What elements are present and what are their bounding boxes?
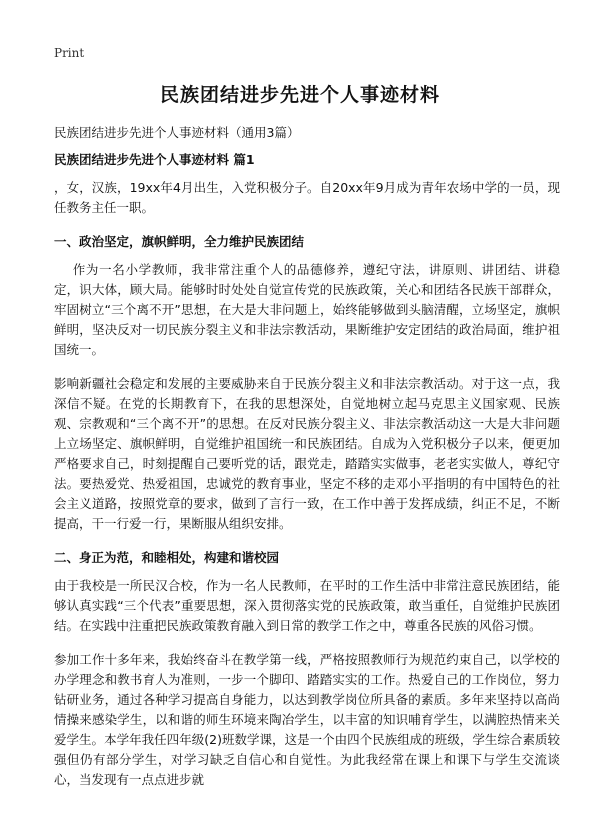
intro-paragraph: ，女，汉族，19xx年4月出生，入党积极分子。自20xx年9月成为青年农场中学的一员，现任教务主任一职。	[54, 180, 560, 215]
section-1-paragraph-2: 影响新疆社会稳定和发展的主要威胁来自于民族分裂主义和非法宗教活动。对于这一点，我深信不疑。在党的长期教育下，在我的思想深处，自觉地树立起马克思主义国家观、民族观、宗教观和“三个离不开”的思想。在反对民族分裂主义、非法宗教活动这一大是大非问题上立场坚定、旗帜鲜明，自觉维护祖国统一和民族团结。自成为入党积极分子以来，便更加严格要求自己，时刻提醒自己要听党的话，跟党走，踏踏实实做事，老老实实做人，尊纪守法。要热爱党、热爱祖国，忠诚党的教育事业，坚定不移的走邓小平指明的有中国特色的社会主义道路，按照党章的要求，做到了言行一致，在工作中善于发挥成绩，纠正不足，不断提高，干一行爱一行，果断服从组织安排。	[54, 376, 560, 531]
section-2-paragraph-2: 参加工作十多年来，我始终奋斗在教学第一线，严格按照教师行为规范约束自己，以学校的办学理念和教书育人为准则，一步一个脚印、踏踏实实的工作。热爱自己的工作岗位，努力钻研业务，通过各种学习提高自身能力，以达到教学岗位所具备的素质。多年来坚持以高尚情操来感染学生，以和谐的师生环境来陶冶学生，以丰富的知识哺育学生，以满腔热情来关爱学生。本学年我任四年级(2)班数学课，这是一个由四个民族组成的班级，学生综合素质较强但仍有部分学生，对学习缺乏自信心和自觉性。为此我经常在课上和课下与学生交流谈心，当发现有一点点进步就	[54, 652, 560, 787]
article-heading: 民族团结进步先进个人事迹材料 篇1	[54, 152, 255, 167]
section-2-paragraph-1: 由于我校是一所民汉合校，作为一名人民教师，在平时的工作生活中非常注意民族团结，能够认真实践“三个代表”重要思想，深入贯彻落实党的民族政策，敢当重任，自觉维护民族团结。在实践中注重把民族政策教育融入到日常的教学工作之中，尊重各民族的风俗习惯。	[54, 578, 560, 633]
section-1-title: 一、政治坚定，旗帜鲜明，全力维护民族团结	[54, 234, 305, 249]
page-title: 民族团结进步先进个人事迹材料	[159, 84, 440, 106]
section-2-title: 二、身正为范，和睦相处，构建和谐校园	[54, 550, 280, 565]
print-link[interactable]: Print	[54, 46, 85, 60]
document-subtitle: 民族团结进步先进个人事迹材料（通用3篇）	[54, 125, 300, 140]
section-1-paragraph-1: 作为一名小学教师，我非常注重个人的品德修养，遵纪守法，讲原则、讲团结、讲稳定，识大体，顾大局。能够时时处处自觉宣传党的民族政策，关心和团结各民族干部群众，牢固树立“三个离不开”思想，在大是大非问题上，始终能够做到头脑清醒，立场坚定，旗帜鲜明，坚决反对一切民族分裂主义和非法宗教活动，果断维护安定团结的政治局面，维护祖国统一。	[54, 262, 560, 357]
article-body	[54, 150, 560, 804]
